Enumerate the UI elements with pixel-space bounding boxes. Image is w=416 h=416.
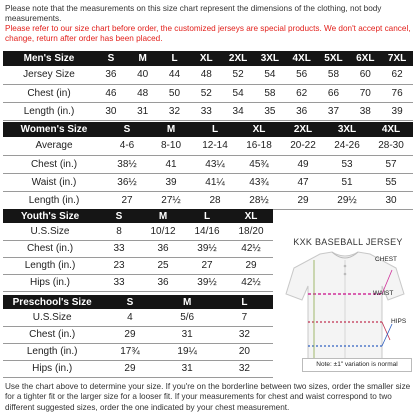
header-cell: 6XL [356, 53, 375, 64]
table-cell: 42½ [229, 274, 273, 291]
row-label: Chest (in.) [3, 326, 101, 343]
table-cell: 48 [127, 84, 159, 102]
row-label: Hips (in.) [3, 360, 101, 377]
jersey-illustration [278, 250, 412, 374]
table-header-row [3, 122, 413, 137]
header-cell: 7XL [387, 53, 407, 64]
table-cell: 27½ [149, 191, 193, 209]
header-cell: 5XL [324, 53, 343, 64]
table-cell: 24-26 [325, 137, 369, 155]
order-warning: Please refer to our size chart before order, the customized jerseys are special products. We don't accept cancel, change, return after order has been placed. [5, 24, 411, 43]
table-cell: 39½ [185, 240, 229, 257]
header-cell: Preschool's Size [12, 296, 92, 308]
chest-label: CHEST [375, 256, 398, 263]
table-row [3, 326, 273, 343]
table-row [3, 360, 273, 377]
table-cell: 50 [159, 84, 191, 102]
header-cell: 4XL [381, 124, 401, 135]
table-cell: 4-6 [105, 137, 149, 155]
table-cell: 31 [159, 326, 216, 343]
table-cell: 36 [95, 66, 127, 84]
header-cell: L [171, 53, 178, 64]
table-row [3, 173, 413, 191]
table-cell: 52 [222, 66, 254, 84]
table-header-row [3, 295, 273, 309]
header-cell: 3XL [337, 124, 357, 135]
row-label: Length (in.) [3, 102, 95, 120]
row-label: Average [3, 137, 105, 155]
table-cell: 14/16 [185, 223, 229, 240]
header-cell: XL [244, 210, 258, 222]
table-cell: 41¼ [193, 173, 237, 191]
table-cell: 62 [381, 66, 413, 84]
table-cell: 12-14 [193, 137, 237, 155]
table-row [3, 66, 413, 84]
table-cell: 4 [101, 309, 158, 326]
table-cell: 66 [318, 84, 350, 102]
table-cell: 56 [286, 66, 318, 84]
table-cell: 32 [216, 360, 273, 377]
header-cell: Men's Size [23, 53, 75, 64]
table-cell: 19¼ [159, 343, 216, 360]
table-cell: 48 [190, 66, 222, 84]
table-cell: 39 [381, 102, 413, 120]
table-cell: 43¾ [237, 173, 281, 191]
table-cell: 25 [141, 257, 185, 274]
table-header-row [3, 209, 273, 223]
header-cell: Youth's Size [20, 210, 80, 222]
row-label: Waist (in.) [3, 173, 105, 191]
row-label: Length (in.) [3, 343, 101, 360]
table-cell: 29 [229, 257, 273, 274]
table-cell: 36 [141, 240, 185, 257]
header-cell: M [166, 124, 176, 135]
table-cell: 31 [127, 102, 159, 120]
table-cell: 55 [369, 173, 413, 191]
row-label: Length (in.) [3, 191, 105, 209]
table-cell: 41 [149, 155, 193, 173]
table-row [3, 155, 413, 173]
row-label: U.S.Size [3, 309, 101, 326]
table-cell: 10/12 [141, 223, 185, 240]
table-cell: 20-22 [281, 137, 325, 155]
table-cell: 29 [281, 191, 325, 209]
header-cell: 2XL [228, 53, 248, 64]
table-cell: 33 [190, 102, 222, 120]
table-cell: 58 [318, 66, 350, 84]
womens-size-table [3, 122, 413, 210]
table-cell: 36 [141, 274, 185, 291]
table-cell: 62 [286, 84, 318, 102]
table-cell: 31 [159, 360, 216, 377]
table-row [3, 137, 413, 155]
header-cell: L [211, 124, 219, 135]
table-cell: 76 [381, 84, 413, 102]
table-cell: 39 [149, 173, 193, 191]
row-label: Hips (in.) [3, 274, 97, 291]
table-cell: 57 [369, 155, 413, 173]
table-row [3, 240, 273, 257]
table-cell: 23 [97, 257, 141, 274]
table-cell: 44 [159, 66, 191, 84]
table-cell: 42½ [229, 240, 273, 257]
header-cell: M [158, 210, 168, 222]
waist-label: WAIST [373, 290, 394, 297]
table-cell: 40 [127, 66, 159, 84]
row-label: Length (in.) [3, 257, 97, 274]
header-cell: L [241, 296, 248, 308]
table-row [3, 84, 413, 102]
header-cell: L [203, 210, 211, 222]
table-row [3, 274, 273, 291]
table-cell: 8-10 [149, 137, 193, 155]
table-row [3, 191, 413, 209]
table-cell: 16-18 [237, 137, 281, 155]
row-label: Chest (in) [3, 84, 95, 102]
table-row [3, 343, 273, 360]
table-cell: 30 [95, 102, 127, 120]
table-cell: 30 [369, 191, 413, 209]
table-cell: 34 [222, 102, 254, 120]
table-cell: 49 [281, 155, 325, 173]
table-cell: 54 [254, 66, 286, 84]
header-cell: M [182, 296, 192, 308]
header-cell: S [123, 124, 131, 135]
preschool-size-table [3, 295, 273, 378]
header-cell: XL [252, 124, 266, 135]
table-cell: 5/6 [159, 309, 216, 326]
jersey-icon [278, 250, 412, 374]
header-cell: M [138, 53, 147, 64]
table-cell: 35 [254, 102, 286, 120]
table-row [3, 309, 273, 326]
table-cell: 29½ [325, 191, 369, 209]
jersey-title: KXK BASEBALL JERSEY [293, 237, 403, 247]
table-cell: 29 [101, 360, 158, 377]
table-cell: 47 [281, 173, 325, 191]
measurement-note: Please note that the measurements on this size chart represent the dimensions of the clothing, not body measurements. [5, 4, 382, 23]
table-cell: 45¾ [237, 155, 281, 173]
table-cell: 70 [349, 84, 381, 102]
table-cell: 54 [222, 84, 254, 102]
table-cell: 33 [97, 274, 141, 291]
table-cell: 8 [97, 223, 141, 240]
header-cell: XL [199, 53, 213, 64]
table-row [3, 257, 273, 274]
table-row [3, 102, 413, 120]
table-cell: 53 [325, 155, 369, 173]
table-cell: 27 [105, 191, 149, 209]
table-cell: 46 [95, 84, 127, 102]
table-cell: 33 [97, 240, 141, 257]
table-cell: 28 [193, 191, 237, 209]
header-cell: 3XL [260, 53, 280, 64]
table-cell: 39½ [185, 274, 229, 291]
table-cell: 18/20 [229, 223, 273, 240]
row-label: U.S.Size [3, 223, 97, 240]
row-label: Jersey Size [3, 66, 95, 84]
header-cell: S [115, 210, 123, 222]
row-label: Chest (in.) [3, 155, 105, 173]
table-row [3, 223, 273, 240]
table-cell: 37 [318, 102, 350, 120]
mens-size-table [3, 51, 413, 121]
hips-label: HIPS [391, 318, 407, 325]
table-cell: 32 [216, 326, 273, 343]
table-cell: 17¾ [101, 343, 158, 360]
table-cell: 29 [101, 326, 158, 343]
variation-note: Note: ±1" variation is normal [302, 358, 412, 372]
header-cell: S [107, 53, 115, 64]
table-header-row [3, 51, 413, 66]
sizing-instructions: Use the chart above to determine your size. If you're on the borderline between two sizes, order the smaller size for a tighter fit or the larger size for a looser fit. If your measurements for chest and waist correspond to two different suggested sizes, order the one indicated by your chest measurement. [5, 382, 411, 412]
table-cell: 7 [216, 309, 273, 326]
table-cell: 27 [185, 257, 229, 274]
table-cell: 60 [349, 66, 381, 84]
header-cell: S [126, 296, 134, 308]
youth-size-table [3, 209, 273, 292]
table-cell: 36 [286, 102, 318, 120]
table-cell: 43¼ [193, 155, 237, 173]
table-cell: 20 [216, 343, 273, 360]
table-cell: 38 [349, 102, 381, 120]
table-cell: 28½ [237, 191, 281, 209]
header-cell: Women's Size [20, 124, 88, 135]
header-cell: 2XL [293, 124, 313, 135]
table-cell: 38½ [105, 155, 149, 173]
header-cell: 4XL [292, 53, 311, 64]
table-cell: 36½ [105, 173, 149, 191]
table-cell: 51 [325, 173, 369, 191]
table-cell: 32 [159, 102, 191, 120]
table-cell: 52 [190, 84, 222, 102]
table-cell: 58 [254, 84, 286, 102]
row-label: Chest (in.) [3, 240, 97, 257]
table-cell: 28-30 [369, 137, 413, 155]
